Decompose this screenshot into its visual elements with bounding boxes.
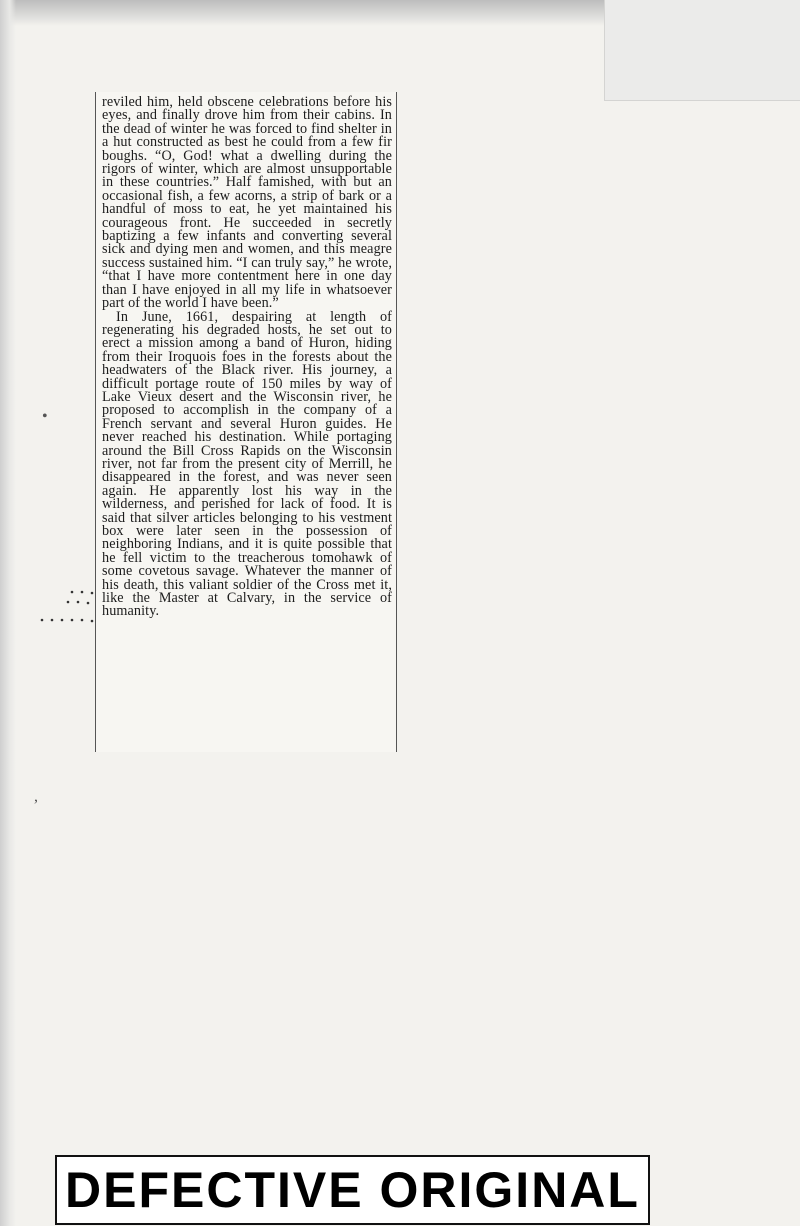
- defective-original-stamp: [55, 1155, 650, 1225]
- stamp-label: DEFECTIVE ORIGINAL: [65, 1162, 640, 1218]
- article-text: [102, 96, 392, 619]
- article-paragraph-2: In June, 1661, despairing at length of regenerating his degraded hosts, he set out to erect a mission among a band of Huron, hiding from their Iroquois foes in the forests about the headwaters of the Black river. His journey, a difficult portage route of 150 miles by way of Lake Vieux desert and the Wisconsin river, he proposed to accomplish in the company of a French servant and several Huron guides. He never reached his destination. While portaging around the Bill Cross Rapids on the Wisconsin river, not far from the present city of Merrill, he disappeared in the forest, and was never seen again. He apparently lost his way in the wilderness, and perished for lack of food. It is said that silver articles belonging to his vestment box were later seen in the possession of neighboring Indians, and it is quite possible that he fell victim to the treacherous tomohawk of some covetous savage. Whatever the manner of his death, this valiant soldier of the Cross met it, like the Master at Calvary, in the service of humanity.: [102, 308, 392, 620]
- scan-speck: ,: [34, 788, 38, 805]
- newspaper-clipping: [95, 92, 397, 752]
- article-paragraph-1: reviled him, held obscene celebrations before his eyes, and finally drove him from their cabins. In the dead of winter he was forced to find shelter in a hut constructed as best he could from a few fir boughs. “O, God! what a dwelling during the rigors of winter, which are almost unsupportable in these countries.” Half famished, with but an occasional fish, a few acorns, a strip of bark or a handful of moss to eat, he yet maintained his courageous front. He succeeded in secretly baptizing a few infants and converting several sick and dying men and women, and this meagre success sustained him. “I can truly say,” he wrote, “that I have more contentment here in one day than I have enjoyed in all my life in whatsoever part of the world I have been.”: [102, 94, 392, 312]
- scan-edge-left: [0, 0, 16, 1226]
- paper-fold: [604, 0, 800, 101]
- dot-marks: [38, 588, 98, 628]
- scan-speck: •: [42, 408, 48, 425]
